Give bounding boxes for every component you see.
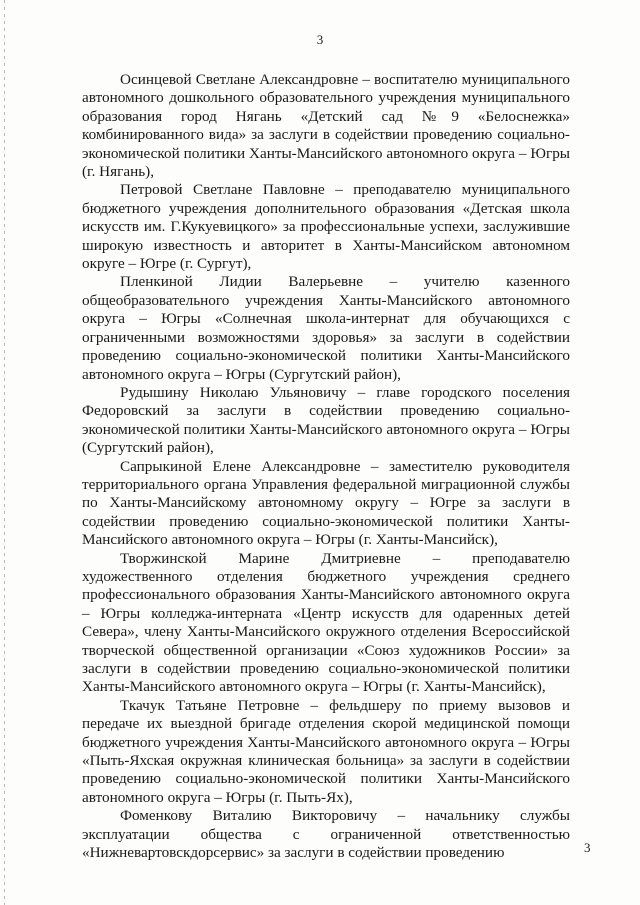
page-number-bottom: 3	[584, 840, 591, 855]
award-paragraph: Пленкиной Лидии Валерьевне – учителю казенного общеобразовательного учреждения Ханты-Мансийского автономного округа – Югры «Солнечная школа-интернат для обучающихся с ограниченными возможностями здоровья» за заслуги в содействии проведению социально-экономической политики Ханты-Мансийского автономного округа – Югры (Сургутский район),	[82, 273, 570, 383]
award-paragraph: Петровой Светлане Павловне – преподавателю муниципального бюджетного учреждения дополнительного образования «Детская школа искусств им. Г.Кукуевицкого» за профессиональные успехи, заслужившие широкую известность и авторитет в Ханты-Мансийском автономном округе – Югре (г. Сургут),	[82, 181, 570, 273]
scan-edge-line	[4, 0, 5, 905]
award-paragraph: Ткачук Татьяне Петровне – фельдшеру по приему вызовов и передаче их выездной бригаде отделения скорой медицинской помощи бюджетного учреждения Ханты-Мансийского автономного округа – Югры «Пыть-Яхская окружная клиническая больница» за заслуги в содействии проведению социально-экономической политики Ханты-Мансийского автономного округа – Югры (г. Пыть-Ях),	[82, 696, 570, 806]
award-paragraph: Фоменкову Виталию Викторовичу – начальнику службы эксплуатации общества с ограниченной ответственностью «Нижневартовскдорсервис» за заслуги в содействии проведению	[82, 807, 570, 862]
award-paragraph: Осинцевой Светлане Александровне – воспитателю муниципального автономного дошкольного образовательного учреждения муниципального образования город Нягань «Детский сад №9 «Белоснежка» комбинированного вида» за заслуги в содействии проведению социально-экономической политики Ханты-Мансийского автономного округа – Югры (г. Нягань),	[82, 71, 570, 181]
award-paragraph: Сапрыкиной Елене Александровне – заместителю руководителя территориального органа Управления федеральной миграционной службы по Ханты-Мансийскому автономному округу – Югре за заслуги в содействии проведению социально-экономической политики Ханты-Мансийского автономного округа – Югры (г. Ханты-Мансийск),	[82, 457, 570, 549]
award-paragraph: Рудышину Николаю Ульяновичу – главе городского поселения Федоровский за заслуги в содействии проведению социально-экономической политики Ханты-Мансийского автономного округа – Югры (Сургутский район),	[82, 383, 570, 457]
page-number-top: 3	[316, 32, 324, 47]
document-body	[82, 71, 570, 862]
award-paragraph: Творжинской Марине Дмитриевне – преподавателю художественного отделения бюджетного учреждения среднего профессионального образования Ханты-Мансийского автономного округа – Югры колледжа-интерната «Центр искусств для одаренных детей Севера», члену Ханты-Мансийского окружного отделения Всероссийской творческой общественной организации «Союз художников России» за заслуги в содействии проведению социально-экономической политики Ханты-Мансийского автономного округа – Югры (г. Ханты-Мансийск),	[82, 549, 570, 696]
